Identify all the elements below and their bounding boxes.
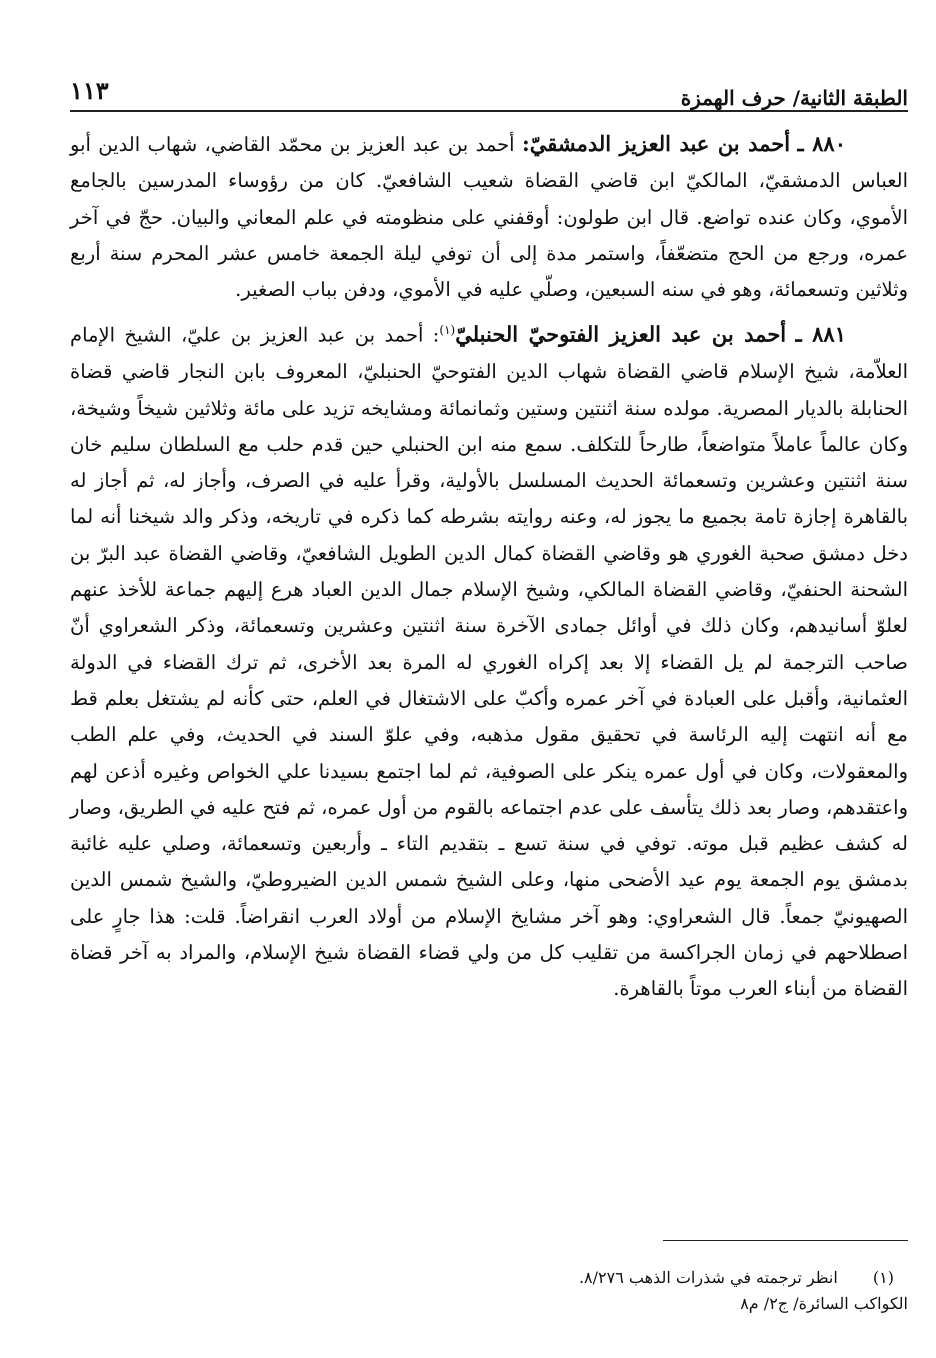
entry-title: أحمد بن عبد العزيز الفتوحيّ الحنبليّ bbox=[455, 321, 787, 347]
entry-text: أحمد بن عبد العزيز بن محمّد القاضي، شهاب الدين أبو العباس الدمشقيّ، المالكيّ ابن قاضي القضاة شعيب الشافعيّ. كان من رؤوساء المدرسين بالجامع الأموي، وكان عنده تواضع. قال ابن طولون: أوقفني على منظومته في علم المعاني والبيان. حجّ في آخر عمره، ورجع من الحج متضعّفاً، واستمر مدة إلى أن توفي ليلة الجمعة خامس عشر المحرم سنة أربع وثلاثين وتسعمائة، وهو في سنه السبعين، وصلّي عليه في الأموي، ودفن بباب الصغير. bbox=[70, 133, 908, 302]
footnote-mark: (١) bbox=[872, 1268, 894, 1287]
entry-number: ٨٨٠ ـ bbox=[797, 131, 846, 156]
printer-signature: الكواكب السائرة/ ج٢/ م٨ bbox=[740, 1294, 908, 1313]
footnote-reference: (١) bbox=[439, 323, 456, 338]
footnote-divider bbox=[663, 1240, 908, 1241]
biography-entry-881 bbox=[70, 312, 908, 1007]
running-title: الطبقة الثانية/ حرف الهمزة bbox=[680, 86, 908, 110]
entry-number: ٨٨١ ـ bbox=[795, 321, 846, 347]
entry-title: أحمد بن عبد العزيز الدمشقيّ: bbox=[521, 131, 791, 156]
main-text bbox=[70, 126, 908, 1012]
biography-entry-880 bbox=[70, 126, 908, 308]
footnote bbox=[579, 1268, 894, 1287]
page-header bbox=[70, 66, 908, 112]
page-number: ١١٣ bbox=[70, 76, 109, 105]
book-page bbox=[70, 0, 908, 1358]
entry-text: : أحمد بن عبد العزيز بن عليّ، الشيخ الإمام العلاّمة، شيخ الإسلام قاضي القضاة شهاب الدين الفتوحيّ الحنبليّ، المعروف بابن النجار قاضي قضاة الحنابلة بالديار المصرية. مولده سنة اثنتين وستين وثمانمائة ومشايخه تزيد على مائة وثلاثين شيخاً وشيخة، وكان عالماً عاملاً متواضعاً، طارحاً للتكلف. سمع منه ابن الحنبلي حين قدم حلب مع السلطان سليم خان سنة اثنتين وعشرين وتسعمائة الحديث المسلسل بالأولية، وقرأ عليه في الصرف، وأجاز له، ثم أجاز له بالقاهرة إجازة تامة بجميع ما يجوز له، وعنه روايته بشرطه كما ذكره في تاريخه، وذكر والد شيخنا أنه لما دخل دمشق صحبة الغوري هو وقاضي القضاة كمال الدين الطويل الشافعيّ، وقاضي القضاة عبد البرّ بن الشحنة الحنفيّ، وقاضي القضاة المالكي، وشيخ الإسلام جمال الدين العباد هرع إليهم جماعة للأخذ عنهم لعلوّ أسانيدهم، وكان ذلك في أوائل جمادى الآخرة سنة اثنتين وعشرين وتسعمائة، وذكر الشعراوي أنّ صاحب الترجمة لم يل القضاء إلا بعد إكراه الغوري له المرة بعد الأخرى، ثم ترك القضاء في الدولة العثمانية، وأقبل على العبادة في آخر عمره وأكبّ على الاشتغال في العلم، حتى كأنه لم يشتغل بعلم قط مع أنه انتهت إليه الرئاسة في تحقيق مقول مذهبه، وفي علوّ السند في الحديث، وفي علم الطب والمعقولات، وكان في أول عمره ينكر على الصوفية، ثم لما اجتمع بسيدنا علي الخواص وغيره أذعن لهم واعتقدهم، وصار بعد ذلك يتأسف على عدم اجتماعه بالقوم من أول عمره، ثم فتح عليه في الطريق، وصار له كشف عظيم قبل موته. توفي في سنة تسع ـ بتقديم التاء ـ وأربعين وتسعمائة، وصلي عليه غائبة بدمشق يوم الجمعة يوم عيد الأضحى منها، وعلى الشيخ شمس الدين الضيروطيّ، والشيخ شمس الدين الصهيونيّ جمعاً. قال الشعراوي: وهو آخر مشايخ الإسلام من أولاد العرب انقراضاً. قلت: هذا جارٍ على اصطلاحهم في زمان الجراكسة من تقليب كل من ولي قضاء القضاة شيخ الإسلام، والمراد به آخر قضاة القضاة من أبناء العرب موتاً بالقاهرة. bbox=[70, 323, 908, 1001]
footnote-text: انظر ترجمته في شذرات الذهب ٨/٢٧٦. bbox=[578, 1268, 838, 1287]
